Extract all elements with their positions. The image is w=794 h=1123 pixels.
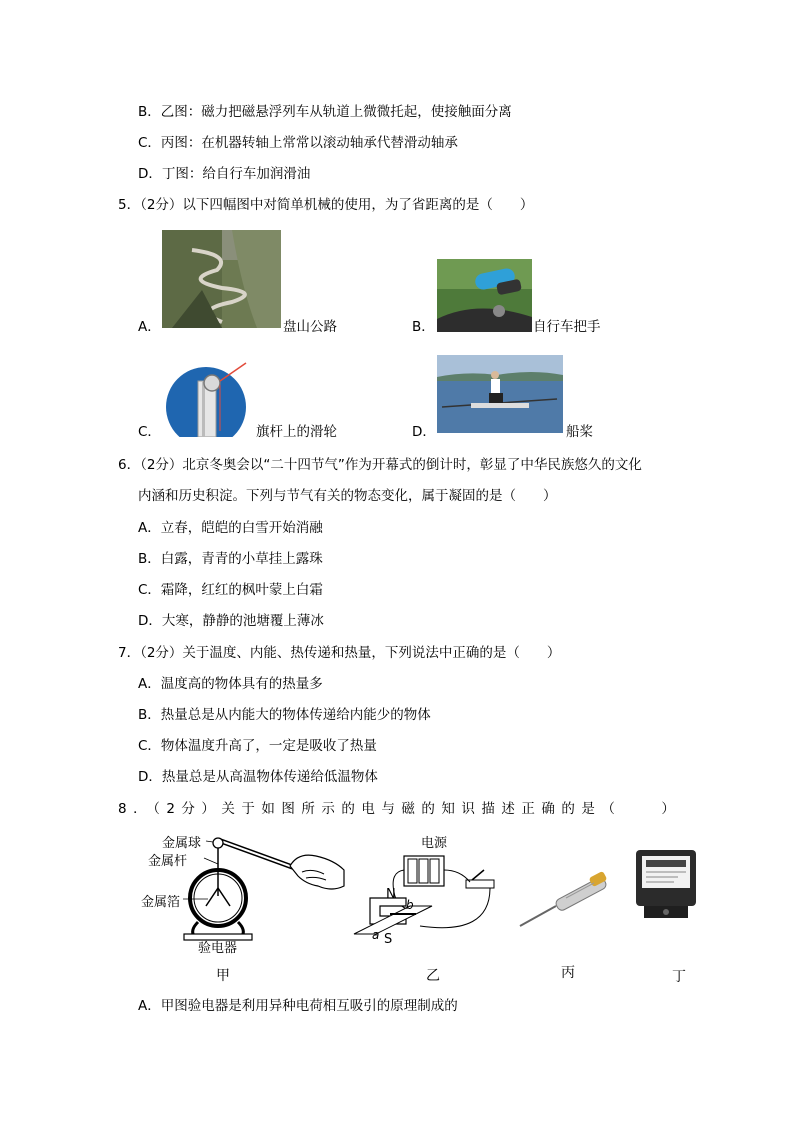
q7-stem: 7．（2分）关于温度、内能、热传递和热量，下列说法中正确的是（ ） — [118, 645, 561, 661]
q5-option-d-letter: D． — [412, 424, 436, 440]
q4-option-c: C．丙图：在机器转轴上常常以滚动轴承代替滑动轴承 — [138, 135, 458, 151]
q4-option-d: D．丁图：给自行车加润滑油 — [138, 166, 311, 182]
q7-option-b: B．热量总是从内能大的物体传递给内能少的物体 — [138, 707, 431, 723]
figure-label-yi: 乙 — [426, 968, 440, 984]
electric-meter-figure — [634, 848, 698, 920]
q5-option-c-letter: C． — [138, 424, 161, 440]
mountain-road-photo — [162, 230, 281, 328]
rowing-photo — [437, 355, 563, 433]
label-b: b — [406, 898, 414, 912]
q5-stem: 5．（2分）以下四幅图中对简单机械的使用，为了省距离的是（ ） — [118, 197, 534, 213]
label-power-source: 电源 — [421, 836, 448, 851]
q5-option-b-caption: 自行车把手 — [533, 319, 601, 335]
label-electroscope: 验电器 — [198, 941, 238, 956]
label-metal-foil: 金属箔 — [141, 895, 181, 910]
flagpole-pulley-image — [164, 361, 254, 437]
q5-option-d-caption: 船桨 — [566, 424, 593, 440]
q7-option-c: C．物体温度升高了，一定是吸收了热量 — [138, 738, 377, 754]
q6-option-d: D．大寒，静静的池塘覆上薄冰 — [138, 613, 324, 629]
q8-stem: 8．（2分）关于如图所示的电与磁的知识描述正确的是（ ） — [118, 801, 682, 817]
q5-option-c-caption: 旗杆上的滑轮 — [256, 424, 337, 440]
figure-label-bing: 丙 — [561, 965, 575, 981]
test-pencil-figure — [516, 868, 616, 932]
label-metal-ball: 金属球 — [162, 836, 202, 851]
q5-option-a-letter: A． — [138, 319, 161, 335]
label-a: a — [372, 928, 380, 942]
q7-option-a: A．温度高的物体具有的热量多 — [138, 676, 323, 692]
q6-option-a: A．立春，皑皑的白雪开始消融 — [138, 520, 323, 536]
q5-option-a-caption: 盘山公路 — [283, 319, 337, 335]
figure-label-ding: 丁 — [672, 969, 686, 985]
bicycle-handle-photo — [437, 259, 532, 332]
q4-option-b: B．乙图：磁力把磁悬浮列车从轨道上微微托起，使接触面分离 — [138, 104, 512, 120]
q6-option-b: B．白露，青青的小草挂上露珠 — [138, 551, 323, 567]
q7-option-d: D．热量总是从高温物体传递给低温物体 — [138, 769, 378, 785]
label-south-pole: S — [384, 932, 393, 947]
q6-stem-line1: 6．（2分）北京冬奥会以“二十四节气”作为开幕式的倒计时，彰显了中华民族悠久的文化 — [118, 457, 642, 473]
figure-label-jia: 甲 — [216, 968, 230, 984]
q6-stem-line2: 内涵和历史积淀。下列与节气有关的物态变化，属于凝固的是（ ） — [138, 488, 557, 504]
q5-option-b-letter: B． — [412, 319, 435, 335]
q8-option-a: A．甲图验电器是利用异种电荷相互吸引的原理制成的 — [138, 998, 458, 1014]
label-metal-rod: 金属杆 — [148, 854, 188, 869]
label-north-pole: N — [386, 887, 396, 902]
q6-option-c: C．霜降，红红的枫叶蒙上白霜 — [138, 582, 323, 598]
